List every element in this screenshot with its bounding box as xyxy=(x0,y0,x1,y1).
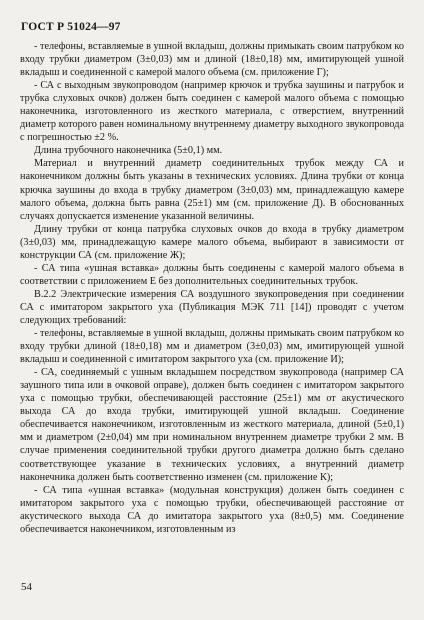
paragraph: Длину трубки от конца патрубка слуховых очков до входа в трубку диаметром (3±0,03) мм, принадлежащую камере малого объема, выбирают в зависимости от конструкции СА (см. приложение Ж); xyxy=(20,223,404,261)
paragraph: - СА типа «ушная вставка» должны быть соединены с камерой малого объема в соответствии с приложением Е без дополнительных соединительных трубок. xyxy=(20,262,404,287)
paragraph: Материал и внутренний диаметр соединительных трубок между СА и наконечником должны быть указаны в технических условиях. Длина трубки от конца крючка заушины до входа в трубку диаметром (3±0,03) мм, принадлежащую камере малого объема, должна быть равна (25±1) мм (см. приложение Д). В обоснованных случаях допускается изменение указанной величины. xyxy=(20,158,404,222)
page-number: 54 xyxy=(21,581,32,593)
paragraph: - СА типа «ушная вставка» (модульная конструкция) должен быть соединен с имитатором закрытого уха с помощью трубки, обеспечивающей расстояние от акустического выхода СА до имитатора закрытого уха (8±0,5) мм. Соединение обеспечивается наконечником, изготовленным из xyxy=(20,484,404,535)
paragraph: Длина трубочного наконечника (5±0,1) мм. xyxy=(34,145,223,157)
paragraph: - СА, соединяемый с ушным вкладышем посредством звукопровода (например СА заушного типа или в очковой оправе), должен быть соединен с имитатором закрытого уха с помощью трубки, обеспечивающей расстояние (25±1) мм от акустического выхода СА до входа трубки, имитирующей ушной вкладыш. Соединение обеспечивается наконечником, изготовленным из жесткого материала, длиной (5±0,1) мм и диаметром (2±0,04) мм при номинальном внутреннем диаметре трубки 2 мм. В случае применения соединительной трубки другого диаметра должно быть сделано соответствующее указание в технических условиях, а внутренний диаметр наконечника должен быть соответственно изменен (см. приложение К); xyxy=(20,367,404,483)
paragraph: - телефоны, вставляемые в ушной вкладыш, должны примыкать своим патрубком ко входу трубки диаметром (3±0,03) мм и длиной (18±0,18) мм, имитирующей ушной вкладыш и соединенной с камерой малого объема (см. приложение Г); xyxy=(20,41,404,79)
paragraph: - телефоны, вставляемые в ушной вкладыш, должны примыкать своим патрубком ко входу трубки длиной (18±0,18) мм и диаметром (3±0,03) мм, имитирующей ушной вкладыш и соединенной с имитатором закрытого уха (см. приложение И); xyxy=(20,328,404,366)
standard-header: ГОСТ Р 51024—97 xyxy=(21,21,121,33)
paragraph: В.2.2 Электрические измерения СА воздушного звукопроведения при соединении СА с имитатором закрытого уха (Публикация МЭК 711 [14]) проводят с учетом следующих требований: xyxy=(20,288,404,326)
paragraph: - СА с выходным звукопроводом (например крючок и трубка заушины и патрубок и трубка слуховых очков) должен быть соединен с камерой малого объема с помощью наконечника, изготовленного из жесткого материала, с отверстием, внутренний диаметр которого равен номинальному внутреннему диаметру выходного звукопровода с погрешностью ±2 %. xyxy=(20,80,404,144)
document-body xyxy=(20,40,404,536)
